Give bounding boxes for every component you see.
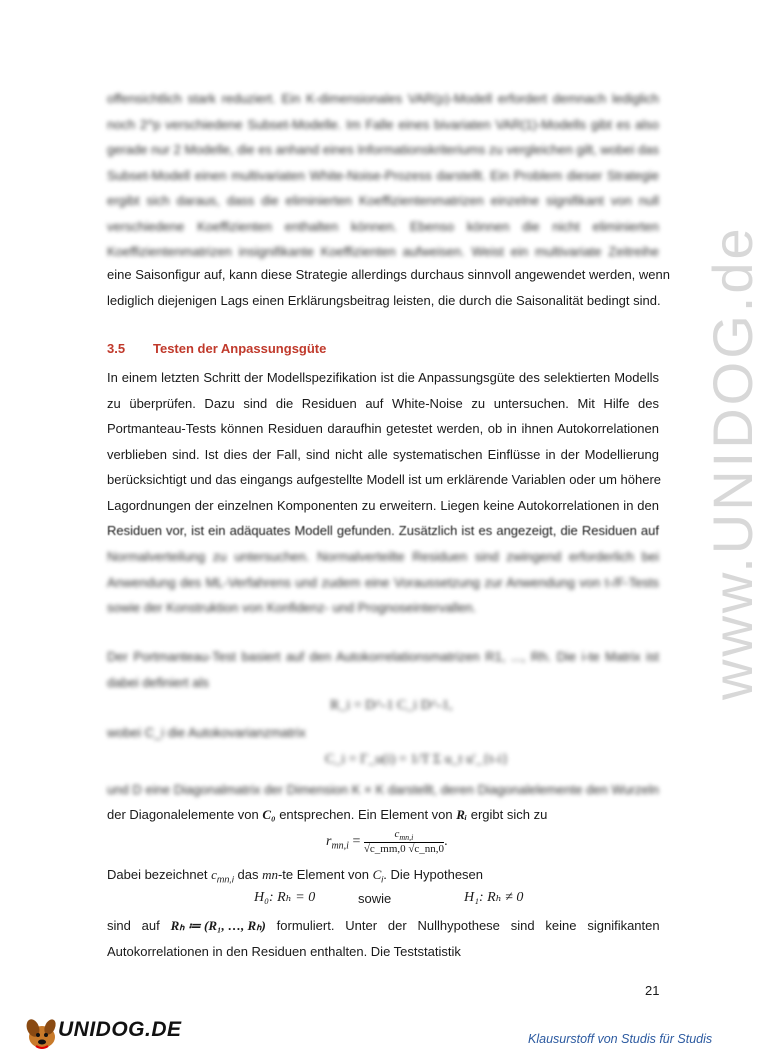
- text-line: [107, 913, 659, 939]
- paragraph-5-blurred: [107, 777, 659, 803]
- formula-eq: =: [348, 833, 364, 849]
- text-line: sowie der Konstruktion von Konfidenz- und Prognoseintervallen.: [107, 600, 477, 615]
- logo-text: UNIDOG.DE: [58, 1018, 182, 1041]
- page-number: 21: [645, 983, 660, 998]
- text-line: Subset-Modell einen multivariaten White-Noise-Prozess darstellt. Ein Problem dieser Strategie: [107, 167, 659, 183]
- math-c0: C₀: [262, 807, 276, 822]
- paragraph-5-clear: [107, 802, 659, 828]
- formula-den: √c_mm,0 √c_nn,0: [363, 843, 445, 856]
- text-line: In einem letzten Schritt der Modellspezifikation ist die Anpassungsgüte des selektierten Modells: [107, 370, 659, 385]
- text-line: Anwendung des ML-Verfahrens und zudem eine Voraussetzung zur Anwendung von t-/F-Tests: [107, 574, 659, 590]
- formula-lhs-sub: mn,i: [331, 840, 349, 852]
- math-mn: mn: [262, 867, 278, 882]
- paragraph-1-clear: [107, 262, 670, 313]
- paragraph-1-blurred: [107, 86, 659, 265]
- footer-tagline: Klausurstoff von Studis für Studis: [528, 1032, 713, 1046]
- text-line: offensichtlich stark reduziert. Ein K-dimensionales VAR(p)-Modell erfordert demnach lediglich: [107, 91, 659, 106]
- text-segment: . Die Hypothesen: [383, 867, 484, 882]
- math-ci-sub: i: [381, 874, 384, 885]
- paragraph-7: [107, 913, 659, 964]
- text-segment: das: [233, 867, 263, 882]
- formula-autocorrelation-matrix: R_i = D^-1 C_i D^-1,: [330, 698, 453, 713]
- hypothesis-connector: sowie: [358, 891, 392, 906]
- text-line: Lagordnungen der einzelnen Komponenten zu erweitern. Liegen keine Autokorrelationen in den: [107, 497, 659, 513]
- section-heading: [107, 341, 326, 356]
- formula-lhs: r: [326, 833, 332, 849]
- text-line: ergibt sich daraus, dass die eliminierten Koeffizientenmatrizen einzelne signifikant von null: [107, 193, 659, 208]
- text-segment: Dabei bezeichnet: [107, 867, 212, 882]
- text-line: eine Saisonfigur auf, kann diese Strategie allerdings durchaus sinnvoll angewendet werden, wenn: [107, 267, 670, 282]
- text-segment: der Diagonalelemente von: [107, 807, 263, 822]
- text-line: gerade nur 2 Modelle, die es anhand eines Informationskriteriums zu vergleichen gilt, wobei das: [107, 142, 659, 157]
- formula-fraction: [364, 828, 444, 855]
- formula-autocovariance: C_i = Γ_u(i) = 1/T Σ u_t u'_{t-i}: [325, 752, 509, 767]
- hypothesis-h0: H₀: Rₕ = 0: [254, 890, 316, 905]
- text-segment: entsprechen. Ein Element von: [275, 807, 457, 822]
- text-segment: -te Element von: [277, 867, 373, 882]
- text-line: und D eine Diagonalmatrix der Dimension K × K darstellt, deren Diagonalelemente den Wurzeln: [107, 782, 659, 797]
- text-segment: sind auf: [107, 918, 171, 933]
- math-cmni-sub: mn,i: [216, 874, 234, 885]
- formula-num: c: [394, 828, 400, 840]
- text-line: berücksichtigt und das eingangs aufgestellte Modell ist um erklärende Variablen oder um höhere: [107, 472, 662, 487]
- formula-end: .: [444, 833, 448, 849]
- formula-correlation-element: [326, 828, 448, 855]
- paragraph-2-clear: [107, 365, 662, 544]
- text-line: Portmanteau-Tests können Residuen daraufhin getestet werden, ob in ihnen Autokorrelationen: [107, 421, 659, 436]
- text-segment: ergibt sich zu: [467, 807, 548, 822]
- text-line: noch 2^p verschiedene Subset-Modelle. Im Falle eines bivariaten VAR(1)-Modells gibt es also: [107, 116, 659, 132]
- text-line: Koeffizientenmatrizen insignifikante Koeffizienten aufweisen. Weist ein multivariate Zeitreihe: [107, 244, 659, 259]
- math-rh-def: Rₕ ≔ (R₁, …, Rₕ): [170, 918, 266, 933]
- text-line: Der Portmanteau-Test basiert auf den Autokorrelationsmatrizen R1, ..., Rh. Die i-te Matrix ist: [107, 649, 659, 664]
- math-ri: Rᵢ: [456, 807, 468, 822]
- math-cmni: c: [211, 867, 217, 882]
- section-title: Testen der Anpassungsgüte: [153, 341, 327, 356]
- text-line: dabei definiert als: [107, 674, 209, 690]
- paragraph-4-blurred: [107, 720, 659, 746]
- text-line: lediglich diejenigen Lags einen Erklärungsbeitrag leisten, die durch die Saisonalität bedingt sind.: [107, 292, 661, 308]
- text-line: Normalverteilung zu untersuchen. Normalverteilte Residuen sind zwingend erforderlich bei: [107, 549, 659, 564]
- watermark: www.UNIDOG.de: [701, 225, 764, 700]
- text-line: Autokorrelationen in den Residuen enthalten. Die Teststatistik: [107, 943, 461, 959]
- section-number: 3.5: [107, 341, 126, 356]
- text-line: wobei C_i die Autokovarianzmatrix: [107, 725, 306, 740]
- paragraph-2-blurred: [107, 544, 659, 621]
- paragraph-3-blurred: [107, 644, 659, 695]
- text-line: verblieben sind. Ist dies der Fall, sind nicht alle systematischen Einflüsse in der Modellierung: [107, 446, 659, 462]
- formula-num-sub: mn,i: [399, 833, 414, 843]
- text-line: Residuen vor, ist ein adäquates Modell gefunden. Zusätzlich ist es angezeigt, die Residuen auf: [107, 523, 659, 538]
- math-ci: C: [372, 867, 382, 882]
- dog-icon: [22, 1015, 62, 1051]
- text-line: verschiedene Koeffizienten enthalten können. Ebenso können die nicht eliminierten: [107, 218, 659, 234]
- hypothesis-h1: H₁: Rₕ ≠ 0: [464, 890, 524, 905]
- text-segment: formuliert. Unter der Nullhypothese sind keine signifikanten: [265, 918, 660, 933]
- text-line: zu überprüfen. Dazu sind die Residuen auf White-Noise zu untersuchen. Mit Hilfe des: [107, 395, 659, 411]
